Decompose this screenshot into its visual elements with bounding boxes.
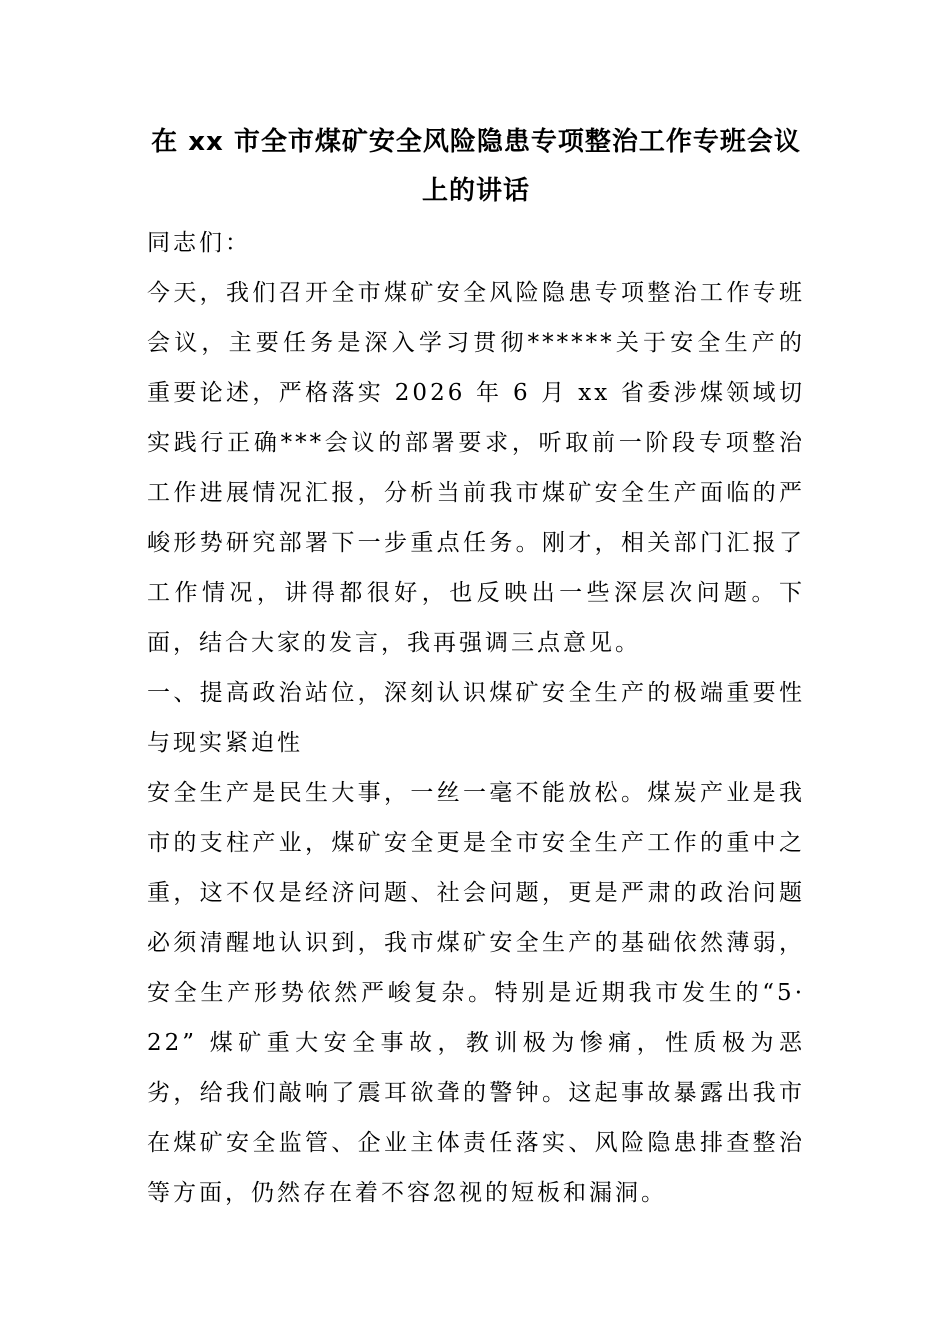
salutation: 同志们： — [147, 230, 251, 256]
document-title: 在 xx 市全市煤矿安全风险隐患专项整治工作专班会议上的讲话 — [151, 127, 801, 206]
paragraph-section-1: 安全生产是民生大事，一丝一毫不能放松。煤炭产业是我市的支柱产业，煤矿安全更是全市安全生产工作的重中之重，这不仅是经济问题、社会问题，更是严肃的政治问题必须清醒地认识到，我市煤矿安全生产的基础依然薄弱，安全生产形势依然严峻复杂。特别是近期我市发生的“5·22” 煤矿重大安全事故，教训极为惨痛，性质极为恶劣，给我们敲响了震耳欲聋的警钟。这起事故暴露出我市在煤矿安全监管、企业主体责任落实、风险隐患排查整治等方面，仍然存在着不容忽视的短板和漏洞。 — [147, 780, 805, 1206]
paragraph-intro: 今天，我们召开全市煤矿安全风险隐患专项整治工作专班会议，主要任务是深入学习贯彻******关于安全生产的重要论述，严格落实 2026 年 6 月 xx 省委涉煤领域切实践行正确***会议的部署要求，听取前一阶段专项整治工作进展情况汇报，分析当前我市煤矿安全生产面临的严峻形势研究部署下一步重点任务。刚才，相关部门汇报了工作情况，讲得都很好，也反映出一些深层次问题。下面，结合大家的发言，我再强调三点意见。 — [147, 280, 805, 656]
section-heading-1: 一、提高政治站位，深刻认识煤矿安全生产的极端重要性与现实紧迫性 — [147, 680, 805, 756]
document-body — [147, 118, 805, 1218]
